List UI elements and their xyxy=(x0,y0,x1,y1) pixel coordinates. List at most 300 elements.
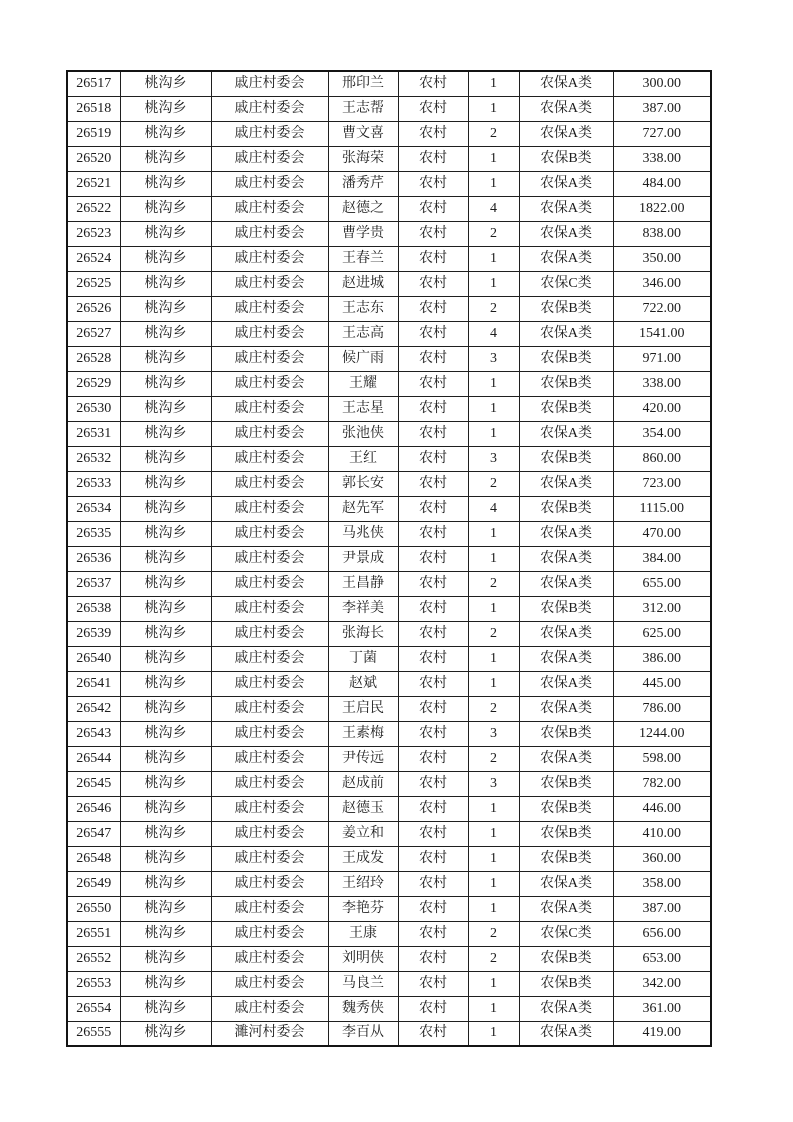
cell-name: 王春兰 xyxy=(328,246,398,271)
cell-insurance-class: 农保B类 xyxy=(519,946,613,971)
cell-amount: 346.00 xyxy=(613,271,711,296)
table-row xyxy=(67,521,711,546)
cell-township: 桃沟乡 xyxy=(120,196,211,221)
pension-roster-table xyxy=(66,70,712,1047)
table-row xyxy=(67,696,711,721)
cell-village: 戚庄村委会 xyxy=(211,146,328,171)
cell-amount: 484.00 xyxy=(613,171,711,196)
cell-count: 2 xyxy=(468,946,519,971)
cell-name: 郭长安 xyxy=(328,471,398,496)
cell-residence: 农村 xyxy=(398,996,468,1021)
cell-residence: 农村 xyxy=(398,121,468,146)
cell-residence: 农村 xyxy=(398,546,468,571)
cell-insurance-class: 农保A类 xyxy=(519,621,613,646)
cell-residence: 农村 xyxy=(398,1021,468,1046)
cell-seq: 26545 xyxy=(67,771,120,796)
cell-count: 3 xyxy=(468,346,519,371)
cell-village: 戚庄村委会 xyxy=(211,471,328,496)
cell-insurance-class: 农保A类 xyxy=(519,546,613,571)
cell-name: 魏秀侠 xyxy=(328,996,398,1021)
cell-amount: 653.00 xyxy=(613,946,711,971)
cell-seq: 26525 xyxy=(67,271,120,296)
cell-seq: 26536 xyxy=(67,546,120,571)
cell-township: 桃沟乡 xyxy=(120,296,211,321)
cell-township: 桃沟乡 xyxy=(120,771,211,796)
cell-residence: 农村 xyxy=(398,571,468,596)
cell-residence: 农村 xyxy=(398,71,468,96)
cell-village: 戚庄村委会 xyxy=(211,496,328,521)
cell-village: 戚庄村委会 xyxy=(211,296,328,321)
cell-township: 桃沟乡 xyxy=(120,446,211,471)
cell-count: 2 xyxy=(468,746,519,771)
cell-residence: 农村 xyxy=(398,846,468,871)
cell-count: 1 xyxy=(468,146,519,171)
cell-name: 马良兰 xyxy=(328,971,398,996)
table-body xyxy=(67,71,711,1046)
cell-village: 戚庄村委会 xyxy=(211,96,328,121)
cell-township: 桃沟乡 xyxy=(120,846,211,871)
cell-residence: 农村 xyxy=(398,471,468,496)
cell-name: 赵斌 xyxy=(328,671,398,696)
cell-residence: 农村 xyxy=(398,771,468,796)
cell-residence: 农村 xyxy=(398,396,468,421)
cell-insurance-class: 农保B类 xyxy=(519,146,613,171)
cell-township: 桃沟乡 xyxy=(120,396,211,421)
cell-name: 李艳芬 xyxy=(328,896,398,921)
cell-township: 桃沟乡 xyxy=(120,971,211,996)
cell-count: 2 xyxy=(468,296,519,321)
cell-amount: 782.00 xyxy=(613,771,711,796)
cell-township: 桃沟乡 xyxy=(120,621,211,646)
cell-count: 2 xyxy=(468,696,519,721)
cell-count: 4 xyxy=(468,321,519,346)
cell-amount: 1115.00 xyxy=(613,496,711,521)
cell-village: 戚庄村委会 xyxy=(211,546,328,571)
cell-amount: 361.00 xyxy=(613,996,711,1021)
cell-amount: 786.00 xyxy=(613,696,711,721)
cell-amount: 419.00 xyxy=(613,1021,711,1046)
cell-insurance-class: 农保B类 xyxy=(519,721,613,746)
cell-seq: 26520 xyxy=(67,146,120,171)
cell-amount: 722.00 xyxy=(613,296,711,321)
cell-seq: 26541 xyxy=(67,671,120,696)
cell-township: 桃沟乡 xyxy=(120,996,211,1021)
cell-village: 戚庄村委会 xyxy=(211,771,328,796)
cell-insurance-class: 农保B类 xyxy=(519,796,613,821)
cell-village: 戚庄村委会 xyxy=(211,371,328,396)
cell-seq: 26529 xyxy=(67,371,120,396)
cell-township: 桃沟乡 xyxy=(120,571,211,596)
cell-residence: 农村 xyxy=(398,221,468,246)
cell-residence: 农村 xyxy=(398,96,468,121)
cell-name: 王启民 xyxy=(328,696,398,721)
cell-residence: 农村 xyxy=(398,621,468,646)
cell-village: 戚庄村委会 xyxy=(211,521,328,546)
cell-village: 戚庄村委会 xyxy=(211,621,328,646)
cell-township: 桃沟乡 xyxy=(120,246,211,271)
cell-residence: 农村 xyxy=(398,946,468,971)
table-row xyxy=(67,121,711,146)
cell-name: 张海长 xyxy=(328,621,398,646)
cell-seq: 26526 xyxy=(67,296,120,321)
table-row xyxy=(67,196,711,221)
cell-name: 王昌静 xyxy=(328,571,398,596)
cell-insurance-class: 农保A类 xyxy=(519,746,613,771)
cell-insurance-class: 农保A类 xyxy=(519,121,613,146)
cell-amount: 420.00 xyxy=(613,396,711,421)
table-row xyxy=(67,621,711,646)
cell-township: 桃沟乡 xyxy=(120,746,211,771)
cell-insurance-class: 农保A类 xyxy=(519,696,613,721)
cell-seq: 26535 xyxy=(67,521,120,546)
cell-village: 戚庄村委会 xyxy=(211,871,328,896)
cell-count: 4 xyxy=(468,196,519,221)
cell-name: 尹景成 xyxy=(328,546,398,571)
cell-seq: 26552 xyxy=(67,946,120,971)
cell-count: 1 xyxy=(468,796,519,821)
cell-village: 戚庄村委会 xyxy=(211,846,328,871)
table-row xyxy=(67,771,711,796)
cell-village: 戚庄村委会 xyxy=(211,671,328,696)
cell-amount: 625.00 xyxy=(613,621,711,646)
cell-township: 桃沟乡 xyxy=(120,1021,211,1046)
cell-township: 桃沟乡 xyxy=(120,896,211,921)
cell-village: 濉河村委会 xyxy=(211,1021,328,1046)
cell-name: 李百从 xyxy=(328,1021,398,1046)
cell-township: 桃沟乡 xyxy=(120,346,211,371)
cell-name: 王志星 xyxy=(328,396,398,421)
cell-name: 姜立和 xyxy=(328,821,398,846)
cell-insurance-class: 农保B类 xyxy=(519,821,613,846)
cell-name: 潘秀芹 xyxy=(328,171,398,196)
cell-township: 桃沟乡 xyxy=(120,921,211,946)
cell-amount: 446.00 xyxy=(613,796,711,821)
cell-village: 戚庄村委会 xyxy=(211,446,328,471)
cell-amount: 360.00 xyxy=(613,846,711,871)
cell-township: 桃沟乡 xyxy=(120,871,211,896)
cell-name: 王素梅 xyxy=(328,721,398,746)
cell-amount: 656.00 xyxy=(613,921,711,946)
cell-seq: 26522 xyxy=(67,196,120,221)
cell-name: 王志东 xyxy=(328,296,398,321)
cell-name: 尹传远 xyxy=(328,746,398,771)
cell-seq: 26551 xyxy=(67,921,120,946)
cell-name: 丁菌 xyxy=(328,646,398,671)
cell-village: 戚庄村委会 xyxy=(211,121,328,146)
cell-count: 1 xyxy=(468,671,519,696)
cell-village: 戚庄村委会 xyxy=(211,221,328,246)
cell-residence: 农村 xyxy=(398,596,468,621)
table-row xyxy=(67,996,711,1021)
cell-count: 1 xyxy=(468,96,519,121)
table-row xyxy=(67,96,711,121)
cell-count: 1 xyxy=(468,371,519,396)
cell-amount: 971.00 xyxy=(613,346,711,371)
cell-count: 1 xyxy=(468,846,519,871)
cell-insurance-class: 农保B类 xyxy=(519,496,613,521)
cell-name: 王康 xyxy=(328,921,398,946)
cell-insurance-class: 农保A类 xyxy=(519,96,613,121)
table-row xyxy=(67,371,711,396)
cell-seq: 26544 xyxy=(67,746,120,771)
cell-insurance-class: 农保A类 xyxy=(519,996,613,1021)
cell-amount: 1541.00 xyxy=(613,321,711,346)
cell-amount: 470.00 xyxy=(613,521,711,546)
cell-name: 王成发 xyxy=(328,846,398,871)
cell-insurance-class: 农保B类 xyxy=(519,846,613,871)
table-row xyxy=(67,296,711,321)
cell-insurance-class: 农保A类 xyxy=(519,571,613,596)
cell-residence: 农村 xyxy=(398,521,468,546)
cell-count: 3 xyxy=(468,721,519,746)
cell-insurance-class: 农保A类 xyxy=(519,421,613,446)
table-row xyxy=(67,446,711,471)
cell-seq: 26553 xyxy=(67,971,120,996)
cell-count: 2 xyxy=(468,121,519,146)
cell-residence: 农村 xyxy=(398,421,468,446)
cell-residence: 农村 xyxy=(398,696,468,721)
cell-count: 2 xyxy=(468,621,519,646)
cell-insurance-class: 农保A类 xyxy=(519,246,613,271)
cell-insurance-class: 农保A类 xyxy=(519,871,613,896)
cell-name: 马兆侠 xyxy=(328,521,398,546)
cell-seq: 26554 xyxy=(67,996,120,1021)
cell-name: 赵德玉 xyxy=(328,796,398,821)
table-row xyxy=(67,496,711,521)
cell-insurance-class: 农保B类 xyxy=(519,596,613,621)
table-row xyxy=(67,146,711,171)
cell-amount: 727.00 xyxy=(613,121,711,146)
cell-township: 桃沟乡 xyxy=(120,546,211,571)
cell-village: 戚庄村委会 xyxy=(211,696,328,721)
cell-residence: 农村 xyxy=(398,671,468,696)
table-row xyxy=(67,71,711,96)
cell-seq: 26530 xyxy=(67,396,120,421)
cell-count: 4 xyxy=(468,496,519,521)
cell-count: 1 xyxy=(468,971,519,996)
cell-village: 戚庄村委会 xyxy=(211,171,328,196)
table-row xyxy=(67,271,711,296)
cell-name: 王耀 xyxy=(328,371,398,396)
cell-township: 桃沟乡 xyxy=(120,671,211,696)
cell-count: 2 xyxy=(468,471,519,496)
cell-residence: 农村 xyxy=(398,146,468,171)
cell-count: 1 xyxy=(468,271,519,296)
cell-village: 戚庄村委会 xyxy=(211,246,328,271)
cell-count: 1 xyxy=(468,171,519,196)
cell-count: 1 xyxy=(468,421,519,446)
table-row xyxy=(67,321,711,346)
cell-residence: 农村 xyxy=(398,246,468,271)
cell-township: 桃沟乡 xyxy=(120,796,211,821)
cell-township: 桃沟乡 xyxy=(120,946,211,971)
cell-seq: 26539 xyxy=(67,621,120,646)
cell-seq: 26519 xyxy=(67,121,120,146)
cell-amount: 312.00 xyxy=(613,596,711,621)
cell-village: 戚庄村委会 xyxy=(211,321,328,346)
table-row xyxy=(67,796,711,821)
cell-amount: 358.00 xyxy=(613,871,711,896)
cell-amount: 300.00 xyxy=(613,71,711,96)
cell-township: 桃沟乡 xyxy=(120,521,211,546)
cell-name: 刘明侠 xyxy=(328,946,398,971)
cell-seq: 26524 xyxy=(67,246,120,271)
cell-village: 戚庄村委会 xyxy=(211,71,328,96)
cell-residence: 农村 xyxy=(398,446,468,471)
cell-seq: 26528 xyxy=(67,346,120,371)
cell-village: 戚庄村委会 xyxy=(211,821,328,846)
cell-amount: 1244.00 xyxy=(613,721,711,746)
cell-seq: 26527 xyxy=(67,321,120,346)
cell-township: 桃沟乡 xyxy=(120,321,211,346)
cell-residence: 农村 xyxy=(398,971,468,996)
table-row xyxy=(67,946,711,971)
cell-residence: 农村 xyxy=(398,346,468,371)
cell-insurance-class: 农保B类 xyxy=(519,371,613,396)
cell-count: 2 xyxy=(468,571,519,596)
cell-township: 桃沟乡 xyxy=(120,821,211,846)
cell-village: 戚庄村委会 xyxy=(211,346,328,371)
cell-name: 李祥美 xyxy=(328,596,398,621)
cell-village: 戚庄村委会 xyxy=(211,571,328,596)
cell-residence: 农村 xyxy=(398,921,468,946)
cell-seq: 26538 xyxy=(67,596,120,621)
cell-seq: 26533 xyxy=(67,471,120,496)
cell-count: 1 xyxy=(468,396,519,421)
cell-count: 2 xyxy=(468,921,519,946)
cell-name: 张海荣 xyxy=(328,146,398,171)
table-row xyxy=(67,646,711,671)
cell-township: 桃沟乡 xyxy=(120,596,211,621)
cell-insurance-class: 农保A类 xyxy=(519,646,613,671)
cell-name: 赵进城 xyxy=(328,271,398,296)
cell-village: 戚庄村委会 xyxy=(211,971,328,996)
cell-amount: 838.00 xyxy=(613,221,711,246)
cell-amount: 338.00 xyxy=(613,371,711,396)
cell-village: 戚庄村委会 xyxy=(211,746,328,771)
cell-seq: 26534 xyxy=(67,496,120,521)
cell-name: 赵成前 xyxy=(328,771,398,796)
cell-count: 1 xyxy=(468,246,519,271)
cell-township: 桃沟乡 xyxy=(120,646,211,671)
cell-township: 桃沟乡 xyxy=(120,221,211,246)
cell-village: 戚庄村委会 xyxy=(211,421,328,446)
cell-count: 1 xyxy=(468,521,519,546)
cell-amount: 350.00 xyxy=(613,246,711,271)
cell-residence: 农村 xyxy=(398,321,468,346)
table-row xyxy=(67,171,711,196)
cell-township: 桃沟乡 xyxy=(120,371,211,396)
cell-village: 戚庄村委会 xyxy=(211,196,328,221)
cell-township: 桃沟乡 xyxy=(120,421,211,446)
cell-name: 曹文喜 xyxy=(328,121,398,146)
cell-count: 1 xyxy=(468,546,519,571)
cell-amount: 860.00 xyxy=(613,446,711,471)
cell-count: 1 xyxy=(468,996,519,1021)
cell-insurance-class: 农保A类 xyxy=(519,196,613,221)
cell-name: 张池侠 xyxy=(328,421,398,446)
cell-township: 桃沟乡 xyxy=(120,496,211,521)
cell-village: 戚庄村委会 xyxy=(211,996,328,1021)
cell-village: 戚庄村委会 xyxy=(211,721,328,746)
cell-residence: 农村 xyxy=(398,896,468,921)
cell-insurance-class: 农保A类 xyxy=(519,896,613,921)
cell-seq: 26537 xyxy=(67,571,120,596)
cell-insurance-class: 农保A类 xyxy=(519,671,613,696)
cell-residence: 农村 xyxy=(398,721,468,746)
cell-name: 邢印兰 xyxy=(328,71,398,96)
cell-amount: 386.00 xyxy=(613,646,711,671)
cell-seq: 26542 xyxy=(67,696,120,721)
cell-count: 1 xyxy=(468,646,519,671)
table-row xyxy=(67,671,711,696)
cell-village: 戚庄村委会 xyxy=(211,271,328,296)
cell-amount: 342.00 xyxy=(613,971,711,996)
cell-seq: 26548 xyxy=(67,846,120,871)
cell-insurance-class: 农保A类 xyxy=(519,1021,613,1046)
cell-count: 1 xyxy=(468,1021,519,1046)
cell-count: 1 xyxy=(468,596,519,621)
table-row xyxy=(67,871,711,896)
cell-township: 桃沟乡 xyxy=(120,121,211,146)
cell-insurance-class: 农保B类 xyxy=(519,296,613,321)
table-row xyxy=(67,721,711,746)
cell-village: 戚庄村委会 xyxy=(211,596,328,621)
cell-residence: 农村 xyxy=(398,296,468,321)
table-row xyxy=(67,346,711,371)
cell-seq: 26517 xyxy=(67,71,120,96)
cell-amount: 655.00 xyxy=(613,571,711,596)
table-row xyxy=(67,221,711,246)
table-row xyxy=(67,1021,711,1046)
cell-insurance-class: 农保C类 xyxy=(519,271,613,296)
cell-seq: 26531 xyxy=(67,421,120,446)
cell-insurance-class: 农保B类 xyxy=(519,346,613,371)
cell-insurance-class: 农保A类 xyxy=(519,171,613,196)
cell-amount: 387.00 xyxy=(613,896,711,921)
cell-amount: 410.00 xyxy=(613,821,711,846)
cell-township: 桃沟乡 xyxy=(120,271,211,296)
cell-village: 戚庄村委会 xyxy=(211,396,328,421)
cell-amount: 723.00 xyxy=(613,471,711,496)
cell-township: 桃沟乡 xyxy=(120,171,211,196)
cell-name: 王志高 xyxy=(328,321,398,346)
table-row xyxy=(67,471,711,496)
table-row xyxy=(67,896,711,921)
cell-amount: 338.00 xyxy=(613,146,711,171)
cell-seq: 26550 xyxy=(67,896,120,921)
cell-residence: 农村 xyxy=(398,496,468,521)
cell-residence: 农村 xyxy=(398,371,468,396)
cell-name: 王红 xyxy=(328,446,398,471)
cell-insurance-class: 农保B类 xyxy=(519,771,613,796)
cell-seq: 26540 xyxy=(67,646,120,671)
table-row xyxy=(67,396,711,421)
cell-count: 3 xyxy=(468,771,519,796)
table-row xyxy=(67,421,711,446)
cell-township: 桃沟乡 xyxy=(120,146,211,171)
cell-residence: 农村 xyxy=(398,196,468,221)
cell-township: 桃沟乡 xyxy=(120,471,211,496)
table-row xyxy=(67,546,711,571)
cell-seq: 26555 xyxy=(67,1021,120,1046)
cell-village: 戚庄村委会 xyxy=(211,946,328,971)
cell-township: 桃沟乡 xyxy=(120,696,211,721)
table-row xyxy=(67,596,711,621)
cell-township: 桃沟乡 xyxy=(120,96,211,121)
cell-seq: 26546 xyxy=(67,796,120,821)
cell-count: 2 xyxy=(468,221,519,246)
